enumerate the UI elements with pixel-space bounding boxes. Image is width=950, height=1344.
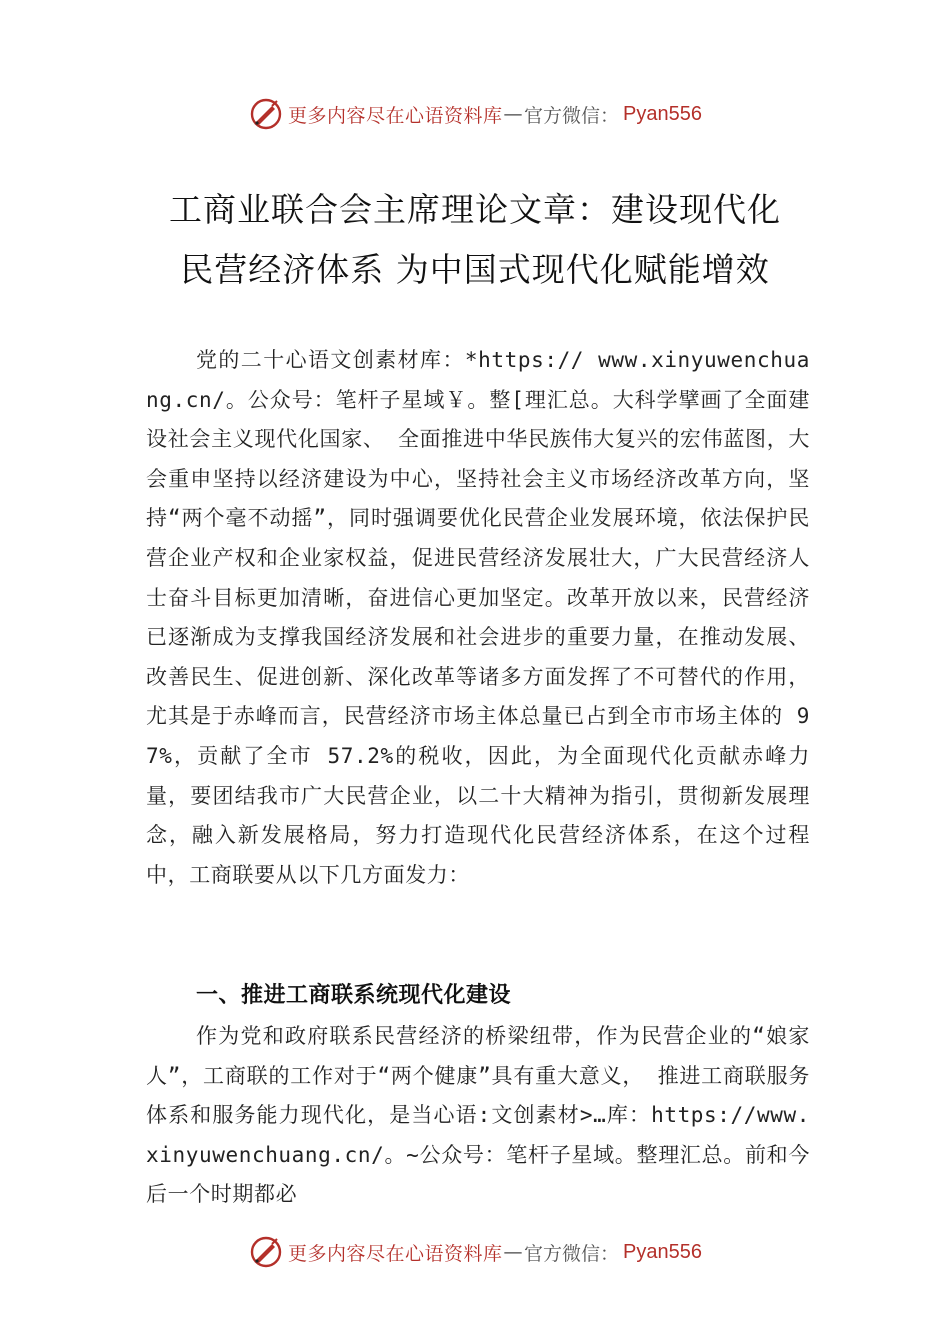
banner-wechat-id: Pyan556 xyxy=(623,102,702,125)
banner-wechat-label: 官方微信： xyxy=(524,1242,620,1265)
title-line-2: 民营经济体系 为中国式现代化赋能增效 xyxy=(180,250,770,289)
section-heading-1: 一、推进工商联系统现代化建设 xyxy=(196,983,512,1008)
paragraph-intro: 党的二十心语文创素材库：*https:// www.xinyuwenchuang.cn/。公众号：笔杆子星域￥。整[理汇总。大科学擘画了全面建设社会主义现代化国家、 全面推进中华民族伟大复兴的宏伟蓝图，大会重申坚持以经济建设为中心，坚持社会主义市场经济改革方向，坚持“两个毫不动摇”，同时强调要优化民营企业发展环境，依法保护民营企业产权和企业家权益，促进民营经济发展壮大，广大民营经济人士奋斗目标更加清晰，奋进信心更加坚定。改革开放以来，民营经济已逐渐成为支撑我国经济发展和社会进步的重要力量，在推动发展、改善民生、促进创新、深化改革等诸多方面发挥了不可替代的作用，尤其是于赤峰而言，民营经济市场主体总量已占到全市市场主体的 97%，贡献了全市 57.2%的税收，因此，为全面现代化贡献赤峰力量，要团结我市广大民营企业，以二十大精神为指引，贯彻新发展理念，融入新发展格局，努力打造现代化民营经济体系，在这个过程中，工商联要从以下几方面发力： xyxy=(146,348,810,887)
banner-slogan: 更多内容尽在心语资料库 xyxy=(288,1242,503,1265)
banner-separator: — xyxy=(503,103,524,125)
title-line-1: 工商业联合会主席理论文章：建设现代化 xyxy=(169,190,781,229)
banner-separator: — xyxy=(503,1241,524,1263)
pen-logo-icon xyxy=(248,1234,284,1270)
watermark-banner-top xyxy=(0,94,950,134)
banner-wechat-id: Pyan556 xyxy=(623,1240,702,1263)
banner-slogan: 更多内容尽在心语资料库 xyxy=(288,104,503,127)
document-title xyxy=(120,180,830,300)
banner-wechat-label: 官方微信： xyxy=(524,104,620,127)
pen-logo-icon xyxy=(248,96,284,132)
watermark-banner-bottom xyxy=(0,1232,950,1272)
paragraph-section-1: 作为党和政府联系民营经济的桥梁纽带，作为民营企业的“娘家人”，工商联的工作对于“两个健康”具有重大意义， 推进工商联服务体系和服务能力现代化，是当心语:文创素材>…库：https://www.xinyuwenchuang.cn/。~公众号：笔杆子星域。整理汇总。前和今后一个时期都必 xyxy=(146,1024,810,1207)
